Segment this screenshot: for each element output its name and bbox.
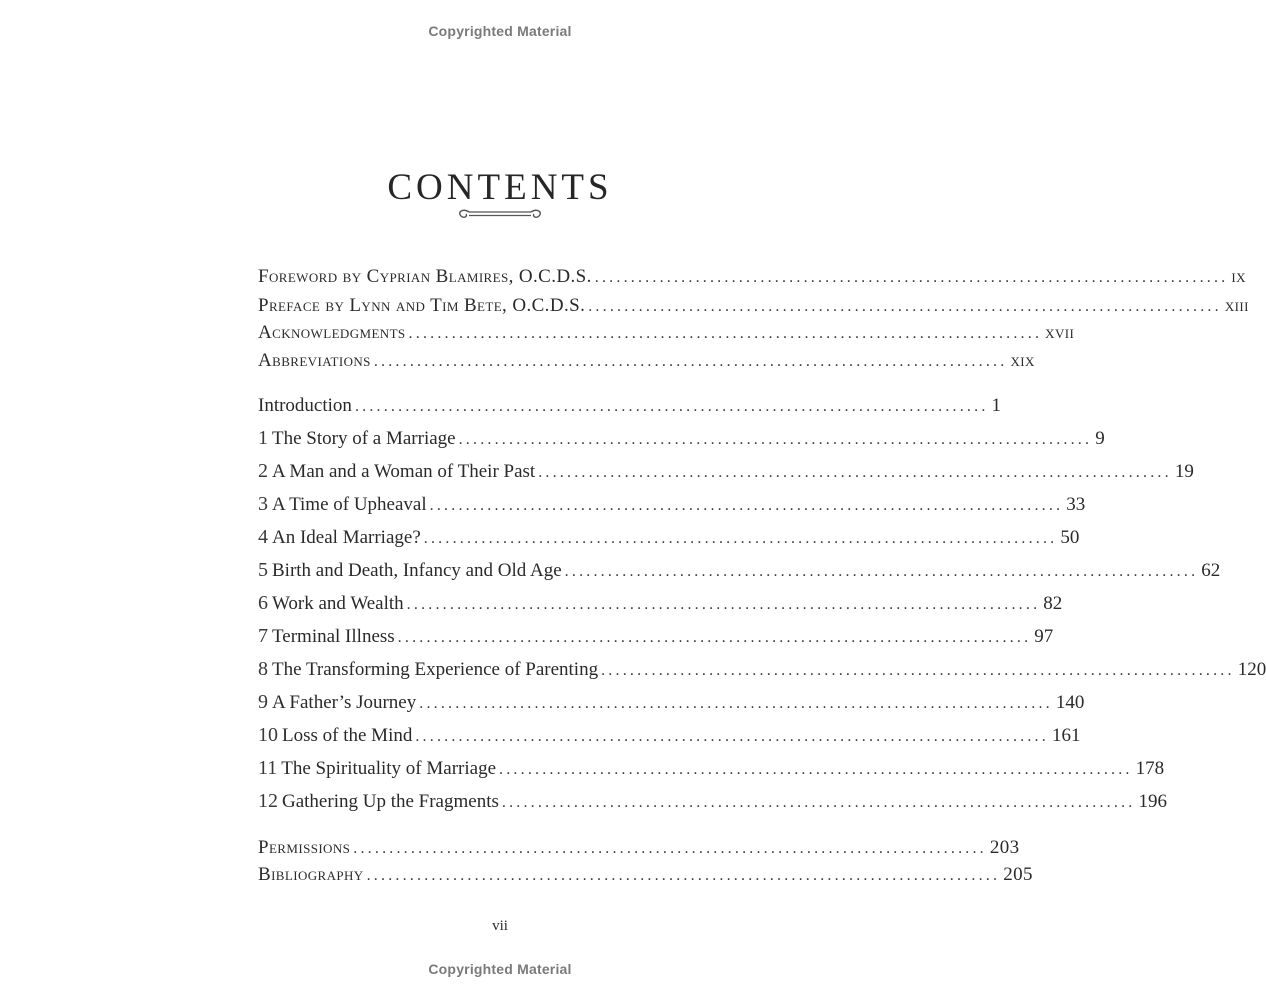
dot-leader: ........................................................................................ xyxy=(458,431,1093,448)
entry-page: 1 xyxy=(991,395,1002,416)
chapter-number: 6 xyxy=(258,592,268,614)
page-title: CONTENTS xyxy=(387,167,613,208)
dot-leader: ........................................................................................ xyxy=(588,298,1222,315)
chapter-number: 8 xyxy=(258,658,268,680)
chapter-number: 12 xyxy=(258,790,278,812)
chapter-number: 11 xyxy=(258,757,278,779)
chapter-page: 50 xyxy=(1060,527,1080,548)
chapter-page: 82 xyxy=(1043,593,1063,614)
chapter-page: 161 xyxy=(1051,725,1081,746)
dot-leader: ........................................................................................ xyxy=(353,840,987,857)
toc-entry-foreword[interactable] xyxy=(258,266,1246,288)
dot-leader: ........................................................................................ xyxy=(406,596,1041,613)
chapter-title: Work and Wealth xyxy=(272,593,404,614)
entry-label: Bibliography xyxy=(258,864,364,885)
dot-leader: ........................................................................................ xyxy=(397,629,1032,646)
entry-label: Acknowledgments xyxy=(258,322,406,343)
dot-leader: ........................................................................................ xyxy=(594,269,1229,286)
dot-leader: ........................................................................................ xyxy=(499,761,1133,778)
chapter-number: 2 xyxy=(258,460,268,482)
chapter-page: 97 xyxy=(1034,626,1054,647)
chapter-title: Loss of the Mind xyxy=(282,725,413,746)
chapter-title: Gathering Up the Fragments xyxy=(282,791,499,812)
dot-leader: ........................................................................................ xyxy=(564,563,1199,580)
chapter-page: 140 xyxy=(1055,692,1085,713)
chapter-number: 4 xyxy=(258,526,268,548)
entry-label: Abbreviations xyxy=(258,350,371,371)
entry-label: Permissions xyxy=(258,837,351,858)
dot-leader: ........................................................................................ xyxy=(419,695,1053,712)
entry-page: xix xyxy=(1010,350,1035,371)
chapter-title: The Transforming Experience of Parenting xyxy=(272,659,599,680)
toc-chapter-11[interactable] xyxy=(258,757,1165,780)
toc-chapter-3[interactable] xyxy=(258,493,1086,516)
chapter-number: 5 xyxy=(258,559,268,581)
toc-chapter-10[interactable] xyxy=(258,724,1081,747)
dot-leader: ........................................................................................ xyxy=(373,353,1008,370)
dot-leader: ........................................................................................ xyxy=(538,464,1172,481)
dot-leader: ........................................................................................ xyxy=(415,728,1049,745)
chapter-title: Birth and Death, Infancy and Old Age xyxy=(272,560,562,581)
toc-entry-preface[interactable] xyxy=(258,295,1249,317)
dot-leader: ........................................................................................ xyxy=(366,867,1001,884)
entry-page: xiii xyxy=(1224,295,1249,316)
chapter-title: A Time of Upheaval xyxy=(272,494,427,515)
entry-label: Foreword by Cyprian Blamires, O.C.D.S. xyxy=(258,266,592,287)
chapter-page: 9 xyxy=(1095,428,1105,449)
toc-entry-permissions[interactable] xyxy=(258,837,1020,859)
chapter-number: 10 xyxy=(258,724,278,746)
entry-label: Preface by Lynn and Tim Bete, O.C.D.S. xyxy=(258,295,586,316)
chapter-page: 196 xyxy=(1138,791,1167,812)
chapter-number: 9 xyxy=(258,691,268,713)
chapter-title: The Story of a Marriage xyxy=(272,428,456,449)
toc-chapter-2[interactable] xyxy=(258,460,1194,483)
chapter-title: A Father’s Journey xyxy=(272,692,417,713)
toc-entry-acknowledgments[interactable] xyxy=(258,322,1075,344)
entry-page: ix xyxy=(1231,266,1246,287)
chapter-title: The Spirituality of Marriage xyxy=(281,758,497,779)
chapter-title: A Man and a Woman of Their Past xyxy=(272,461,536,482)
toc-chapter-4[interactable] xyxy=(258,526,1080,549)
chapter-number: 1 xyxy=(258,427,268,449)
chapter-page: 120 xyxy=(1237,659,1266,680)
entry-page: xvii xyxy=(1045,322,1075,343)
chapter-number: 7 xyxy=(258,625,268,647)
dot-leader: ........................................................................................ xyxy=(354,398,989,415)
toc-chapter-8[interactable] xyxy=(258,658,1266,681)
toc-entry-abbreviations[interactable] xyxy=(258,350,1035,372)
copyright-watermark-top: Copyrighted Material xyxy=(428,23,572,39)
toc-chapter-12[interactable] xyxy=(258,790,1167,813)
chapter-title: Terminal Illness xyxy=(272,626,395,647)
chapter-page: 62 xyxy=(1201,560,1221,581)
chapter-page: 33 xyxy=(1066,494,1086,515)
toc-chapter-5[interactable] xyxy=(258,559,1221,582)
toc-chapter-6[interactable] xyxy=(258,592,1063,615)
dot-leader: ........................................................................................ xyxy=(501,794,1136,811)
entry-page: 203 xyxy=(989,837,1020,858)
toc-entry-introduction[interactable] xyxy=(258,395,1002,417)
entry-label: Introduction xyxy=(258,395,352,416)
dot-leader: ........................................................................................ xyxy=(408,325,1043,342)
chapter-page: 178 xyxy=(1135,758,1165,779)
dot-leader: ........................................................................................ xyxy=(423,530,1058,547)
toc-chapter-1[interactable] xyxy=(258,427,1105,450)
toc-chapter-7[interactable] xyxy=(258,625,1054,648)
chapter-number: 3 xyxy=(258,493,268,515)
dot-leader: ........................................................................................ xyxy=(601,662,1235,679)
toc-entry-bibliography[interactable] xyxy=(258,864,1033,886)
toc-chapter-9[interactable] xyxy=(258,691,1085,714)
chapter-title: An Ideal Marriage? xyxy=(272,527,421,548)
dot-leader: ........................................................................................ xyxy=(429,497,1064,514)
chapter-page: 19 xyxy=(1174,461,1194,482)
page-number: vii xyxy=(492,918,508,934)
entry-page: 205 xyxy=(1003,864,1033,885)
title-ornament-icon xyxy=(455,206,545,222)
copyright-watermark-bottom: Copyrighted Material xyxy=(428,961,572,977)
